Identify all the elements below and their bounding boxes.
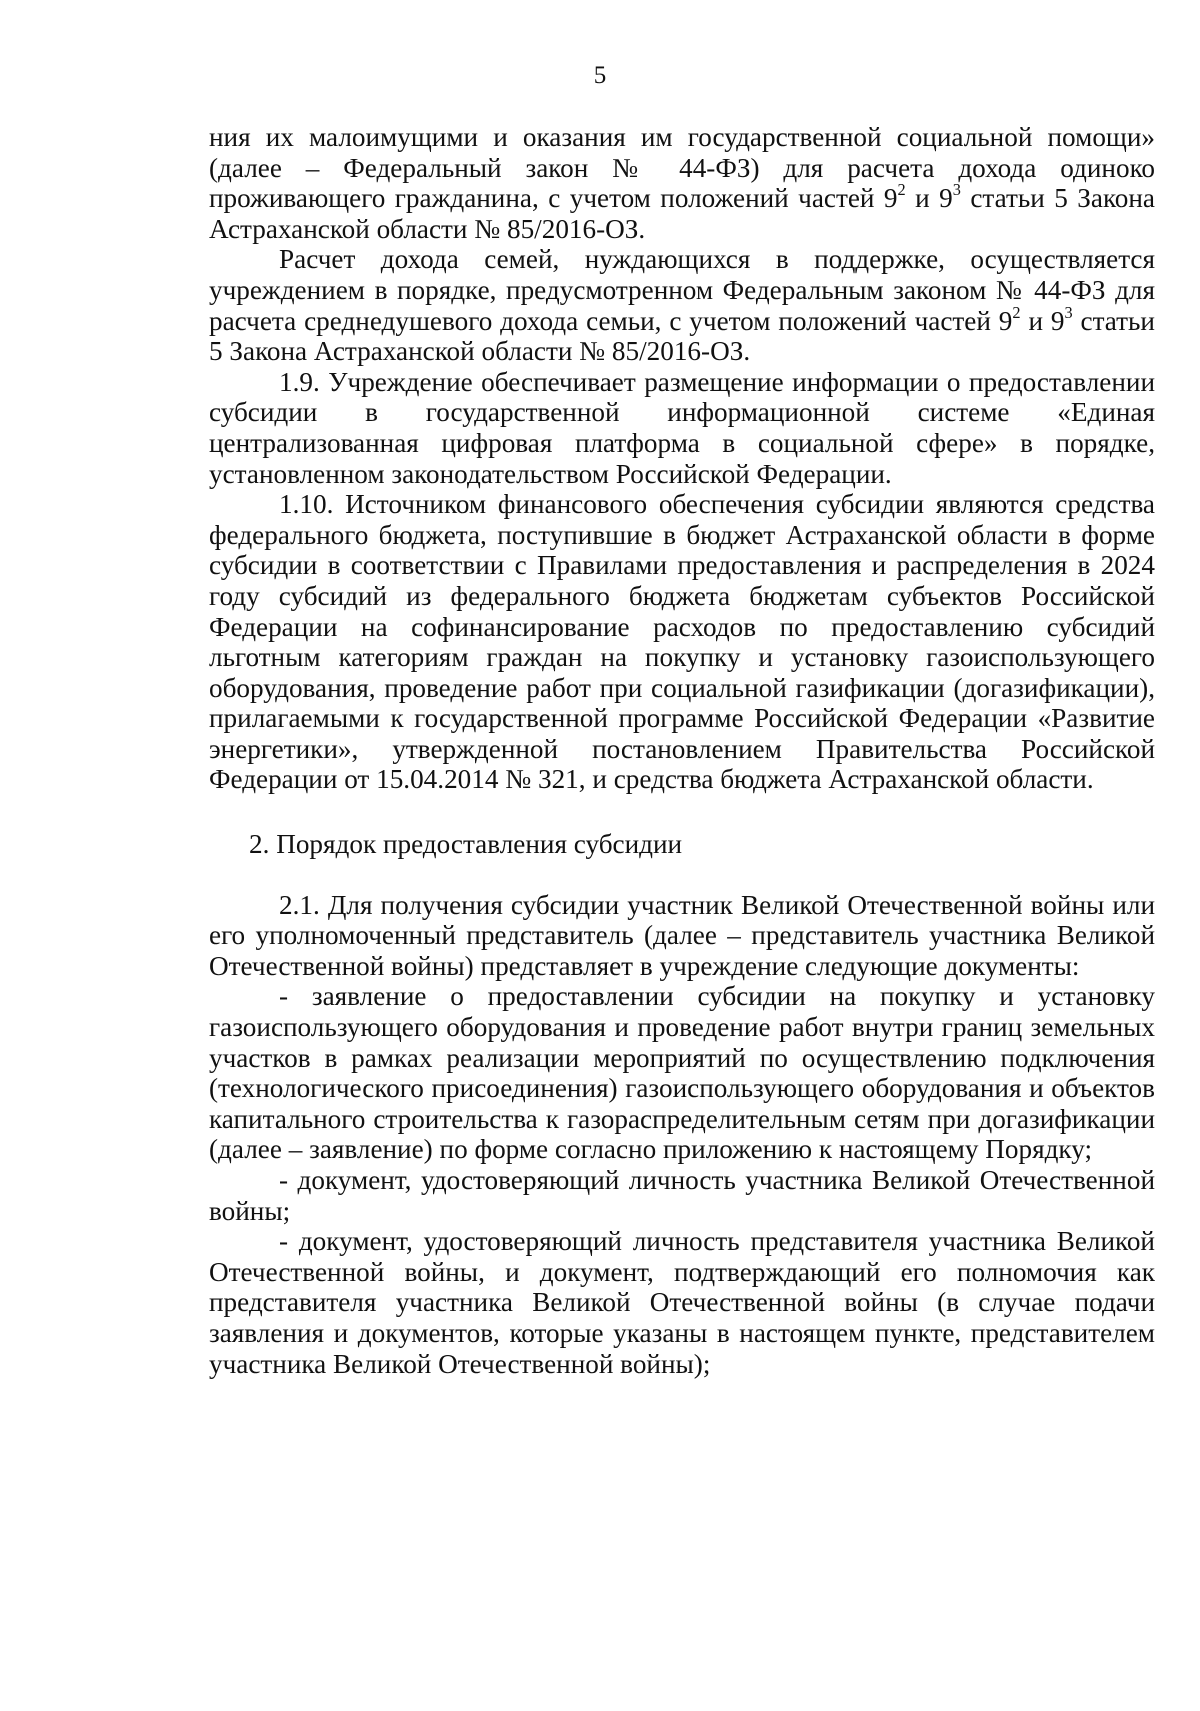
- page-number: 5: [593, 62, 607, 89]
- superscript: 2: [1012, 302, 1021, 322]
- paragraph-1-9: 1.9. Учреждение обеспечивает размещение информации о предоставлении субсидии в государственной информационной системе «Единая централизованная цифровая платформа в социальной сфере» в порядке, установленном законодательством Российской Федерации.: [209, 366, 1155, 489]
- list-item-application: - заявление о предоставлении субсидии на покупку и установку газоиспользующего оборудования и проведение работ внутри границ земельных участков в рамках реализации мероприятий по осуществлению подключения (технологического присоединения) газоиспользующего оборудования и объектов капитального строительства к газораспределительным сетям при догазификации (далее – заявление) по форме согласно приложению к настоящему Порядку;: [209, 981, 1155, 1165]
- superscript: 2: [897, 179, 906, 199]
- paragraph-text: и 9: [905, 183, 953, 214]
- paragraph-text: ния их малоимущими и оказания им государственной социальной помощи» (далее – Федеральный закон № 44-ФЗ) для расчета дохода одиноко проживающего гражданина, с учетом положений частей 9: [209, 122, 1155, 214]
- paragraph-2-1: 2.1. Для получения субсидии участник Великой Отечественной войны или его уполномоченный представитель (далее – представитель участника Великой Отечественной войны) представляет в учреждение следующие документы:: [209, 889, 1155, 981]
- paragraph-income-single: [209, 122, 1155, 244]
- section-heading: 2. Порядок предоставления субсидии: [249, 829, 683, 860]
- paragraph-text: статьи 5 Закона Астраханской области № 85/2016-ОЗ.: [209, 183, 1156, 244]
- paragraph-text: и 9: [1020, 305, 1065, 336]
- superscript: 3: [1064, 302, 1073, 322]
- superscript: 3: [952, 179, 961, 199]
- document-body: [209, 122, 1155, 1379]
- paragraph-1-10: 1.10. Источником финансового обеспечения субсидии являются средства федерального бюджета, поступившие в бюджет Астраханской области в форме субсидии в соответствии с Правилами предоставления и распределения в 2024 году субсидий из федерального бюджета бюджетам субъектов Российской Федерации на софинансирование расходов по предоставлению субсидий льготным категориям граждан на покупку и установку газоиспользующего оборудования, проведение работ при социальной газификации (догазификации), прилагаемыми к государственной программе Российской Федерации «Развитие энергетики», утвержденной постановлением Правительства Российской Федерации от 15.04.2014 № 321, и средства бюджета Астраханской области.: [209, 489, 1155, 795]
- paragraph-income-family: [209, 244, 1155, 366]
- paragraph-text: Расчет дохода семей, нуждающихся в поддержке, осуществляется учреждением в порядке, предусмотренном Федеральным законом № 44-ФЗ для расчета среднедушевого дохода семьи, с учетом положений частей 9: [209, 244, 1155, 336]
- list-item-identity-representative: - документ, удостоверяющий личность представителя участника Великой Отечественной войны, и документ, подтверждающий его полномочия как представителя участника Великой Отечественной войны (в случае подачи заявления и документов, которые указаны в настоящем пункте, представителем участника Великой Отечественной войны);: [209, 1226, 1155, 1379]
- paragraph-text: статьи 5 Закона Астраханской области № 85/2016-ОЗ.: [209, 305, 1155, 367]
- list-item-identity-participant: - документ, удостоверяющий личность участника Великой Отечественной войны;: [209, 1165, 1155, 1226]
